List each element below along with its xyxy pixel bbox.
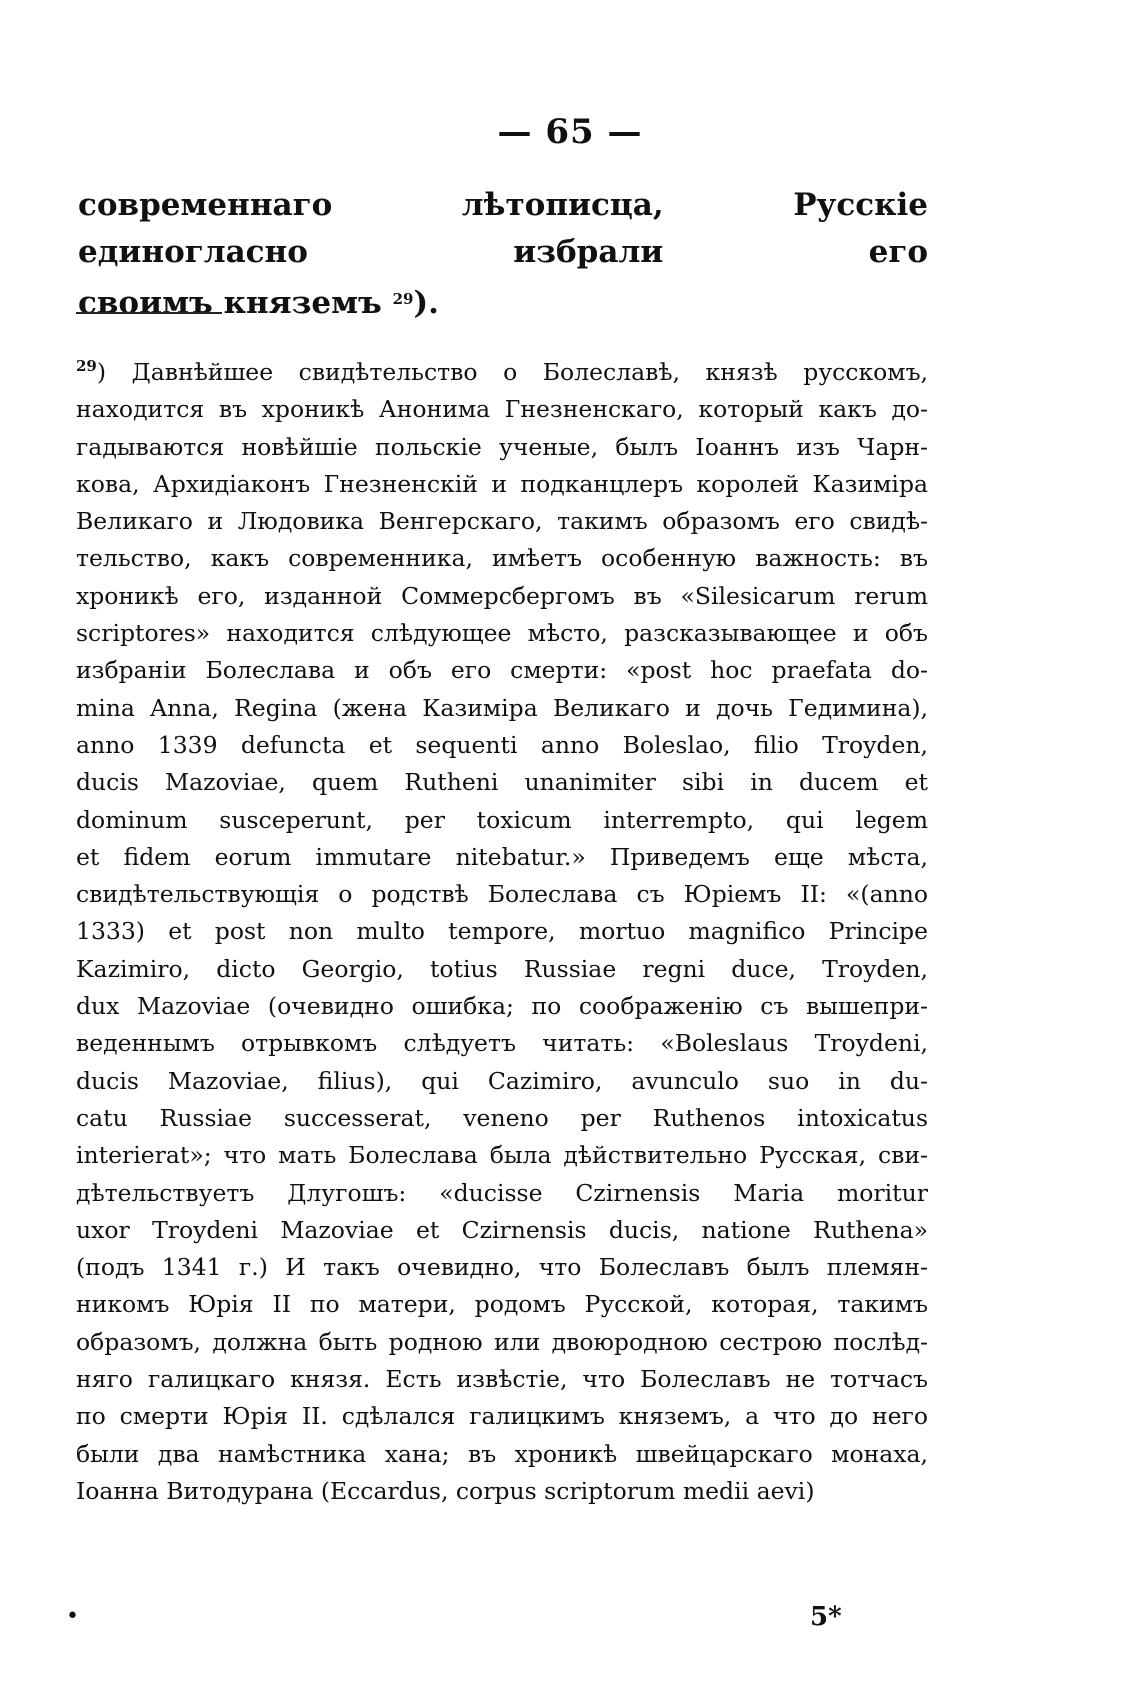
footnote-line: catu Russiae successerat, veneno per Ruthenos intoxicatus	[76, 1103, 928, 1132]
footnote-line: ducis Mazoviae, filius), qui Cazimiro, avunculo suo in du-	[76, 1066, 928, 1095]
footnote-line: interierat»; что мать Болеслава была дѣйствительно Русская, сви-	[76, 1141, 928, 1170]
footnote-line: dominum susceperunt, per toxicum interrempto, qui legem	[76, 805, 928, 834]
footnote-line: кова, Архидіаконъ Гнезненскій и подканцлеръ королей Казиміра	[76, 469, 928, 498]
footnote-line: свидѣтельствующія о родствѣ Болеслава съ Юріемъ II: «(anno	[76, 880, 928, 909]
footnote-line	[76, 348, 928, 391]
footnote-line: uxor Troydeni Mazoviae et Czirnensis ducis, natione Ruthena»	[76, 1215, 928, 1244]
footnote-line: дѣтельствуетъ Длугошъ: «ducisse Czirnensis Maria moritur	[76, 1178, 928, 1207]
footnote-line: Великаго и Людовика Венгерскаго, такимъ образомъ его свидѣ-	[76, 507, 928, 536]
footnote-line: гадываются новѣйшіе польскіе ученые, былъ Іоаннъ изъ Чарн-	[76, 432, 928, 461]
footnote-line: никомъ Юрія II по матери, родомъ Русской, которая, такимъ	[76, 1290, 928, 1319]
main-text-line-last	[78, 276, 928, 327]
footnote-divider	[76, 312, 222, 314]
footnote-line: няго галицкаго князя. Есть извѣстіе, что Болеславъ не тотчасъ	[76, 1365, 928, 1394]
footnote-line: тельство, какъ современника, имѣетъ особенную важность: въ	[76, 544, 928, 573]
footnote-line-text: ) Давнѣйшее свидѣтельство о Болеславѣ, князѣ русскомъ,	[96, 358, 928, 386]
footnote-line: Kazimiro, dicto Georgio, totius Russiae regni duce, Troyden,	[76, 954, 928, 983]
footnote-line: веденнымъ отрывкомъ слѣдуетъ читать: «Boleslaus Troydeni,	[76, 1029, 928, 1058]
footnote-line: образомъ, должна быть родною или двоюродною сестрою послѣд-	[76, 1327, 928, 1356]
footnote-line: по смерти Юрія II. сдѣлался галицкимъ княземъ, а что до него	[76, 1402, 928, 1431]
footnote-line: (подъ 1341 г.) И такъ очевидно, что Болеславъ былъ племян-	[76, 1253, 928, 1282]
printer-signature: 5*	[810, 1602, 842, 1632]
main-text-line-text: своимъ княземъ	[78, 285, 382, 321]
footnote-line: избраніи Болеслава и объ его смерти: «post hoc praefata do-	[76, 656, 928, 685]
footnote-marker: 29	[76, 357, 97, 375]
footnote-line: et fidem eorum immutare nitebatur.» Приведемъ еще мѣста,	[76, 842, 928, 871]
footnote-line: хроникѣ его, изданной Соммерсбергомъ въ «Silesicarum rerum	[76, 581, 928, 610]
footnote-line: 1333) et post non multo tempore, mortuo magnifico Principe	[76, 917, 928, 946]
footnote-line: dux Mazoviae (очевидно ошибка; по соображенію съ вышепри-	[76, 992, 928, 1021]
footnote-line: mina Anna, Regina (жена Казиміра Великаго и дочь Гедимина),	[76, 693, 928, 722]
footnote-line: scriptores» находится слѣдующее мѣсто, разсказывающее и объ	[76, 619, 928, 648]
main-text-block	[78, 182, 928, 327]
footnote-line: находится въ хроникѣ Анонима Гнезненскаго, который какъ до-	[76, 395, 928, 424]
footnote-line: Іоанна Витодурана (Eccardus, corpus scriptorum medii aevi)	[76, 1476, 815, 1505]
footnote-reference: 29	[392, 290, 414, 308]
main-text-line: современнаго лѣтописца, Русскіе единогласно избрали его	[78, 187, 928, 270]
footnote-block	[76, 348, 928, 1510]
footnote-line: были два намѣстника хана; въ хроникѣ швейцарскаго монаха,	[76, 1439, 928, 1468]
page-number: — 65 —	[497, 112, 643, 152]
footnote-line: ducis Mazoviae, quem Rutheni unanimiter sibi in ducem et	[76, 768, 928, 797]
margin-dot: •	[66, 1604, 79, 1629]
footnote-line: anno 1339 defuncta et sequenti anno Boleslao, filio Troyden,	[76, 730, 928, 759]
main-text-line-tail: ).	[413, 285, 439, 321]
